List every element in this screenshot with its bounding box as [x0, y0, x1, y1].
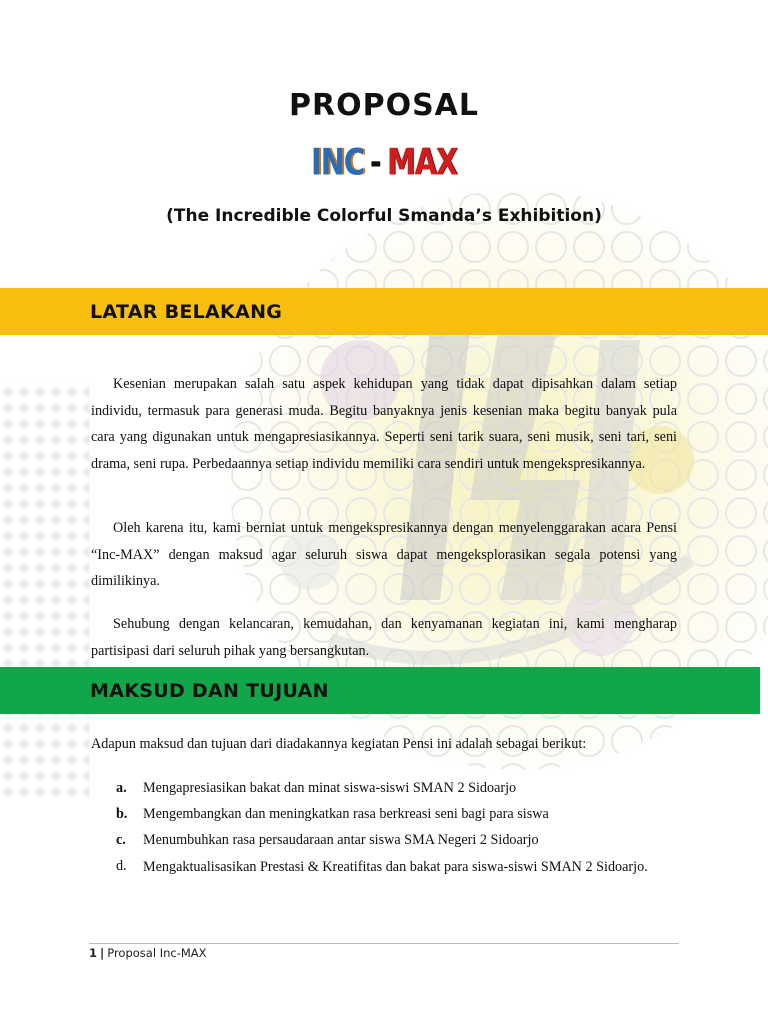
footer-label: Proposal Inc-MAX	[107, 946, 207, 960]
logo-dash: -	[369, 140, 381, 184]
footer-divider	[89, 943, 679, 944]
page-number: 1	[89, 946, 98, 960]
list-item-text: Mengaktualisasikan Prestasi & Kreatifitas dan bakat para siswa-siswi SMAN 2 Sidoarjo.	[143, 859, 648, 875]
subtitle-text: The Incredible Colorful Smanda’s Exhibition	[173, 206, 595, 226]
left-dot-pattern	[0, 380, 90, 800]
section-band-latar-belakang	[0, 288, 768, 335]
list-item-text: Mengembangkan dan meningkatkan rasa berkreasi seni bagi para siswa	[143, 806, 549, 822]
event-logo	[0, 140, 768, 184]
document-title: PROPOSAL	[288, 88, 480, 123]
section-band-maksud-dan-tujuan	[0, 667, 760, 714]
list-item	[91, 853, 677, 881]
logo-part-inc: INC	[310, 140, 364, 184]
list-item-text: Menumbuhkan rasa persaudaraan antar siswa SMA Negeri 2 Sidoarjo	[143, 832, 539, 848]
paragraph: Kesenian merupakan salah satu aspek kehidupan yang tidak dapat dipisahkan dalam setiap individu, termasuk para generasi muda. Begitu banyaknya jenis kesenian maka begitu banyak pula cara yang digunakan untuk mengapresiasikannya. Seperti seni tarik suara, seni musik, seni tari, seni drama, seni rupa. Perbedaannya setiap individu memiliki cara sendiri untuk mengekspresikannya.	[91, 376, 677, 472]
paragraph: Oleh karena itu, kami berniat untuk mengekspresikannya dengan menyelenggarakan acara Pensi “Inc-MAX” dengan maksud agar seluruh siswa dapat mengeksplorasikan segala potensi yang dimilikinya.	[91, 520, 677, 589]
document-subtitle	[0, 206, 768, 226]
subtitle-close-paren: )	[594, 206, 602, 226]
list-marker: c.	[116, 832, 126, 848]
footer-separator: |	[100, 946, 105, 960]
list-marker: a.	[116, 780, 127, 796]
subtitle-open-paren: (	[166, 206, 174, 226]
section-heading: LATAR BELAKANG	[90, 300, 283, 323]
list-item	[91, 775, 677, 801]
page-footer	[89, 946, 207, 960]
objectives-list	[91, 775, 677, 881]
list-intro: Adapun maksud dan tujuan dari diadakannya kegiatan Pensi ini adalah sebagai berikut:	[91, 736, 587, 752]
logo-part-max: MAX	[386, 140, 457, 184]
section-heading: MAKSUD DAN TUJUAN	[90, 679, 329, 702]
list-marker: d.	[116, 858, 127, 874]
list-item-text: Mengapresiasikan bakat dan minat siswa-siswi SMAN 2 Sidoarjo	[143, 780, 517, 796]
list-item	[91, 827, 677, 853]
paragraph: Sehubung dengan kelancaran, kemudahan, dan kenyamanan kegiatan ini, kami mengharap partisipasi dari seluruh pihak yang bersangkutan.	[91, 616, 677, 659]
list-item	[91, 801, 677, 827]
list-marker: b.	[116, 806, 128, 822]
